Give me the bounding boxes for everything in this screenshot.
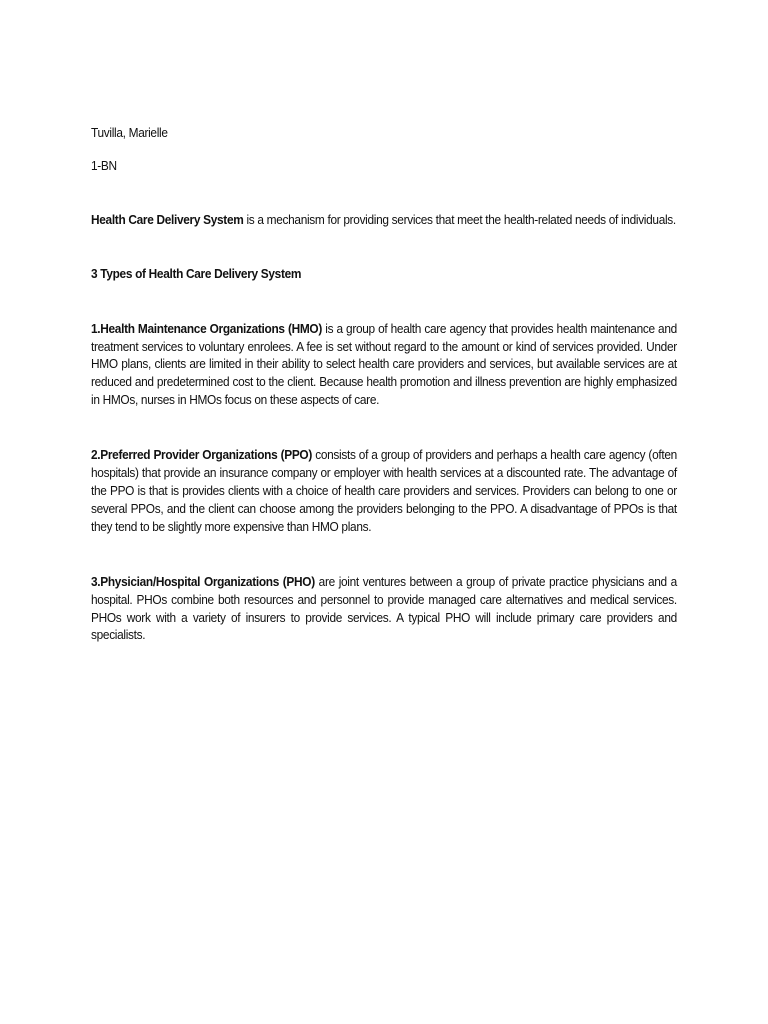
hmo-text: is a group of health care agency that provides health maintenance and treatment services to voluntary enrolees. A fee is set without regard to the amount or kind of services provided. Under HMO plans, clients are limited in their ability to select health care providers and services, but available services are at reduced and predetermined cost to the client. Because health promotion and illness prevention are highly emphasized in HMOs, nurses in HMOs focus on these aspects of care.: [91, 320, 677, 408]
definition-paragraph: [91, 211, 677, 229]
class-section: 1-BN: [91, 157, 117, 173]
pho-text: are joint ventures between a group of private practice physicians and a hospital. PHOs combine both resources and personnel to provide managed care alternatives and medical services. PHOs work with a variety of insurers to provide services. A typical PHO will include primary care providers and specialists.: [91, 573, 677, 643]
pho-paragraph: [91, 573, 677, 645]
ppo-paragraph: [91, 446, 677, 536]
ppo-text: consists of a group of providers and perhaps a health care agency (often hospitals) that provide an insurance company or employer with health services at a discounted rate. The advantage of the PPO is that is provides clients with a choice of health care providers and services. Providers can belong to one or several PPOs, and the client can choose among the providers belonging to the PPO. A disadvantage of PPOs is that they tend to be slightly more expensive than HMO plans.: [91, 447, 677, 534]
pho-term: 3.Physician/Hospital Organizations (PHO): [91, 573, 315, 589]
document-content: [91, 124, 677, 644]
types-heading: 3 Types of Health Care Delivery System: [91, 265, 302, 281]
hmo-term: 1.Health Maintenance Organizations (HMO): [91, 320, 322, 336]
author-name: Tuvilla, Marielle: [91, 125, 168, 140]
hmo-paragraph: [91, 320, 677, 410]
ppo-term: 2.Preferred Provider Organizations (PPO): [91, 447, 312, 463]
definition-term: Health Care Delivery System: [91, 211, 244, 227]
definition-text: is a mechanism for providing services that meet the health-related needs of individuals.: [243, 211, 676, 227]
